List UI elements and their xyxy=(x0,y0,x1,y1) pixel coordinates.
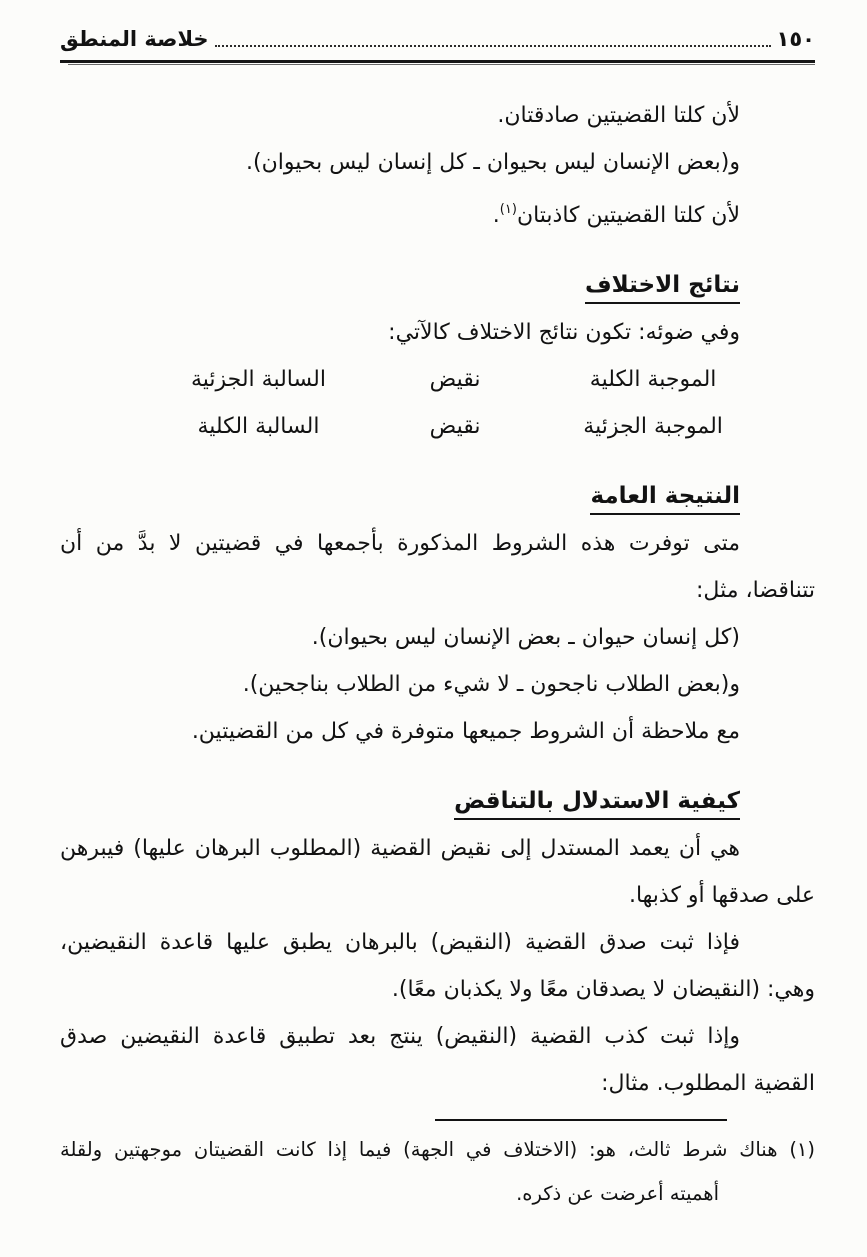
intro-line-3-text: لأن كلتا القضيتين كاذبتان xyxy=(516,203,740,228)
method-para3-line-2: القضية المطلوب. مثال: xyxy=(601,1071,815,1096)
results-heading xyxy=(60,262,815,309)
intro-line-3-period: . xyxy=(492,203,500,228)
header-rule-thin xyxy=(68,64,815,65)
general-result-heading xyxy=(60,473,815,520)
intro-line-1: لأن كلتا القضيتين صادقتان. xyxy=(497,103,740,128)
table-cell-subject: الموجبة الجزئية xyxy=(583,414,723,439)
table-cell-object: السالبة الكلية xyxy=(197,414,320,439)
general-para-line-1: متى توفرت هذه الشروط المذكورة بأجمعها في قضيتين لا بدَّ من أن xyxy=(60,531,740,556)
table-cell-object: السالبة الجزئية xyxy=(190,367,326,392)
footnote-area xyxy=(60,1119,815,1216)
footnote-line-2: أهميته أعرضت عن ذكره. xyxy=(516,1182,719,1205)
page-header xyxy=(60,24,815,54)
method-para2-line-1: فإذا ثبت صدق القضية (النقيض) بالبرهان يطبق عليها قاعدة النقيضين، xyxy=(60,930,740,955)
page-number: ١٥٠ xyxy=(776,27,815,51)
general-example-2: و(بعض الطلاب ناجحون ـ لا شيء من الطلاب بناجحين). xyxy=(242,672,740,697)
general-example-1: (كل إنسان حيوان ـ بعض الإنسان ليس بحيوان). xyxy=(311,625,740,650)
method-heading xyxy=(60,778,815,825)
results-heading-text: نتائج الاختلاف xyxy=(585,272,740,304)
intro-line-2: و(بعض الإنسان ليس بحيوان ـ كل إنسان ليس بحيوان). xyxy=(246,150,740,175)
method-para2-line-2: وهي: (النقيضان لا يصدقان معًا ولا يكذبان معًا). xyxy=(391,977,815,1002)
method-para1-line-2: على صدقها أو كذبها. xyxy=(628,883,815,908)
table-cell-subject: الموجبة الكلية xyxy=(589,367,717,392)
method-para3-line-1: وإذا ثبت كذب القضية (النقيض) ينتج بعد تطبيق قاعدة النقيضين صدق xyxy=(60,1024,740,1049)
general-note: مع ملاحظة أن الشروط جميعها متوفرة في كل من القضيتين. xyxy=(191,719,740,744)
footnote-line-1 xyxy=(60,1128,815,1172)
footnote-marker: (١) xyxy=(789,1138,816,1161)
method-para1-line-1: هي أن يعمد المستدل إلى نقيض القضية (المطلوب البرهان عليها) فيبرهن xyxy=(60,836,740,861)
table-cell-relation: نقيض xyxy=(429,367,481,392)
general-para-line-2: تتناقضا، مثل: xyxy=(696,578,815,603)
table-row xyxy=(60,403,815,450)
contradiction-table xyxy=(60,356,815,450)
table-cell-relation: نقيض xyxy=(429,414,481,439)
header-rule xyxy=(60,60,815,65)
intro-line-3 xyxy=(60,186,815,239)
dotted-leader xyxy=(215,45,771,47)
general-result-heading-text: النتيجة العامة xyxy=(590,483,740,515)
footnote-ref-marker: (١) xyxy=(499,202,517,217)
header-rule-thick xyxy=(60,60,815,63)
running-title: خلاصة المنطق xyxy=(60,27,209,51)
footnote-text: هناك شرط ثالث، هو: (الاختلاف في الجهة) فيما إذا كانت القضيتان موجهتين ولقلة xyxy=(60,1138,778,1161)
method-heading-text: كيفية الاستدلال بالتناقض xyxy=(454,788,740,820)
footnote-rule xyxy=(435,1119,727,1121)
results-intro: وفي ضوئه: تكون نتائج الاختلاف كالآتي: xyxy=(388,320,740,345)
table-row xyxy=(60,356,815,403)
page-body xyxy=(60,92,815,1107)
